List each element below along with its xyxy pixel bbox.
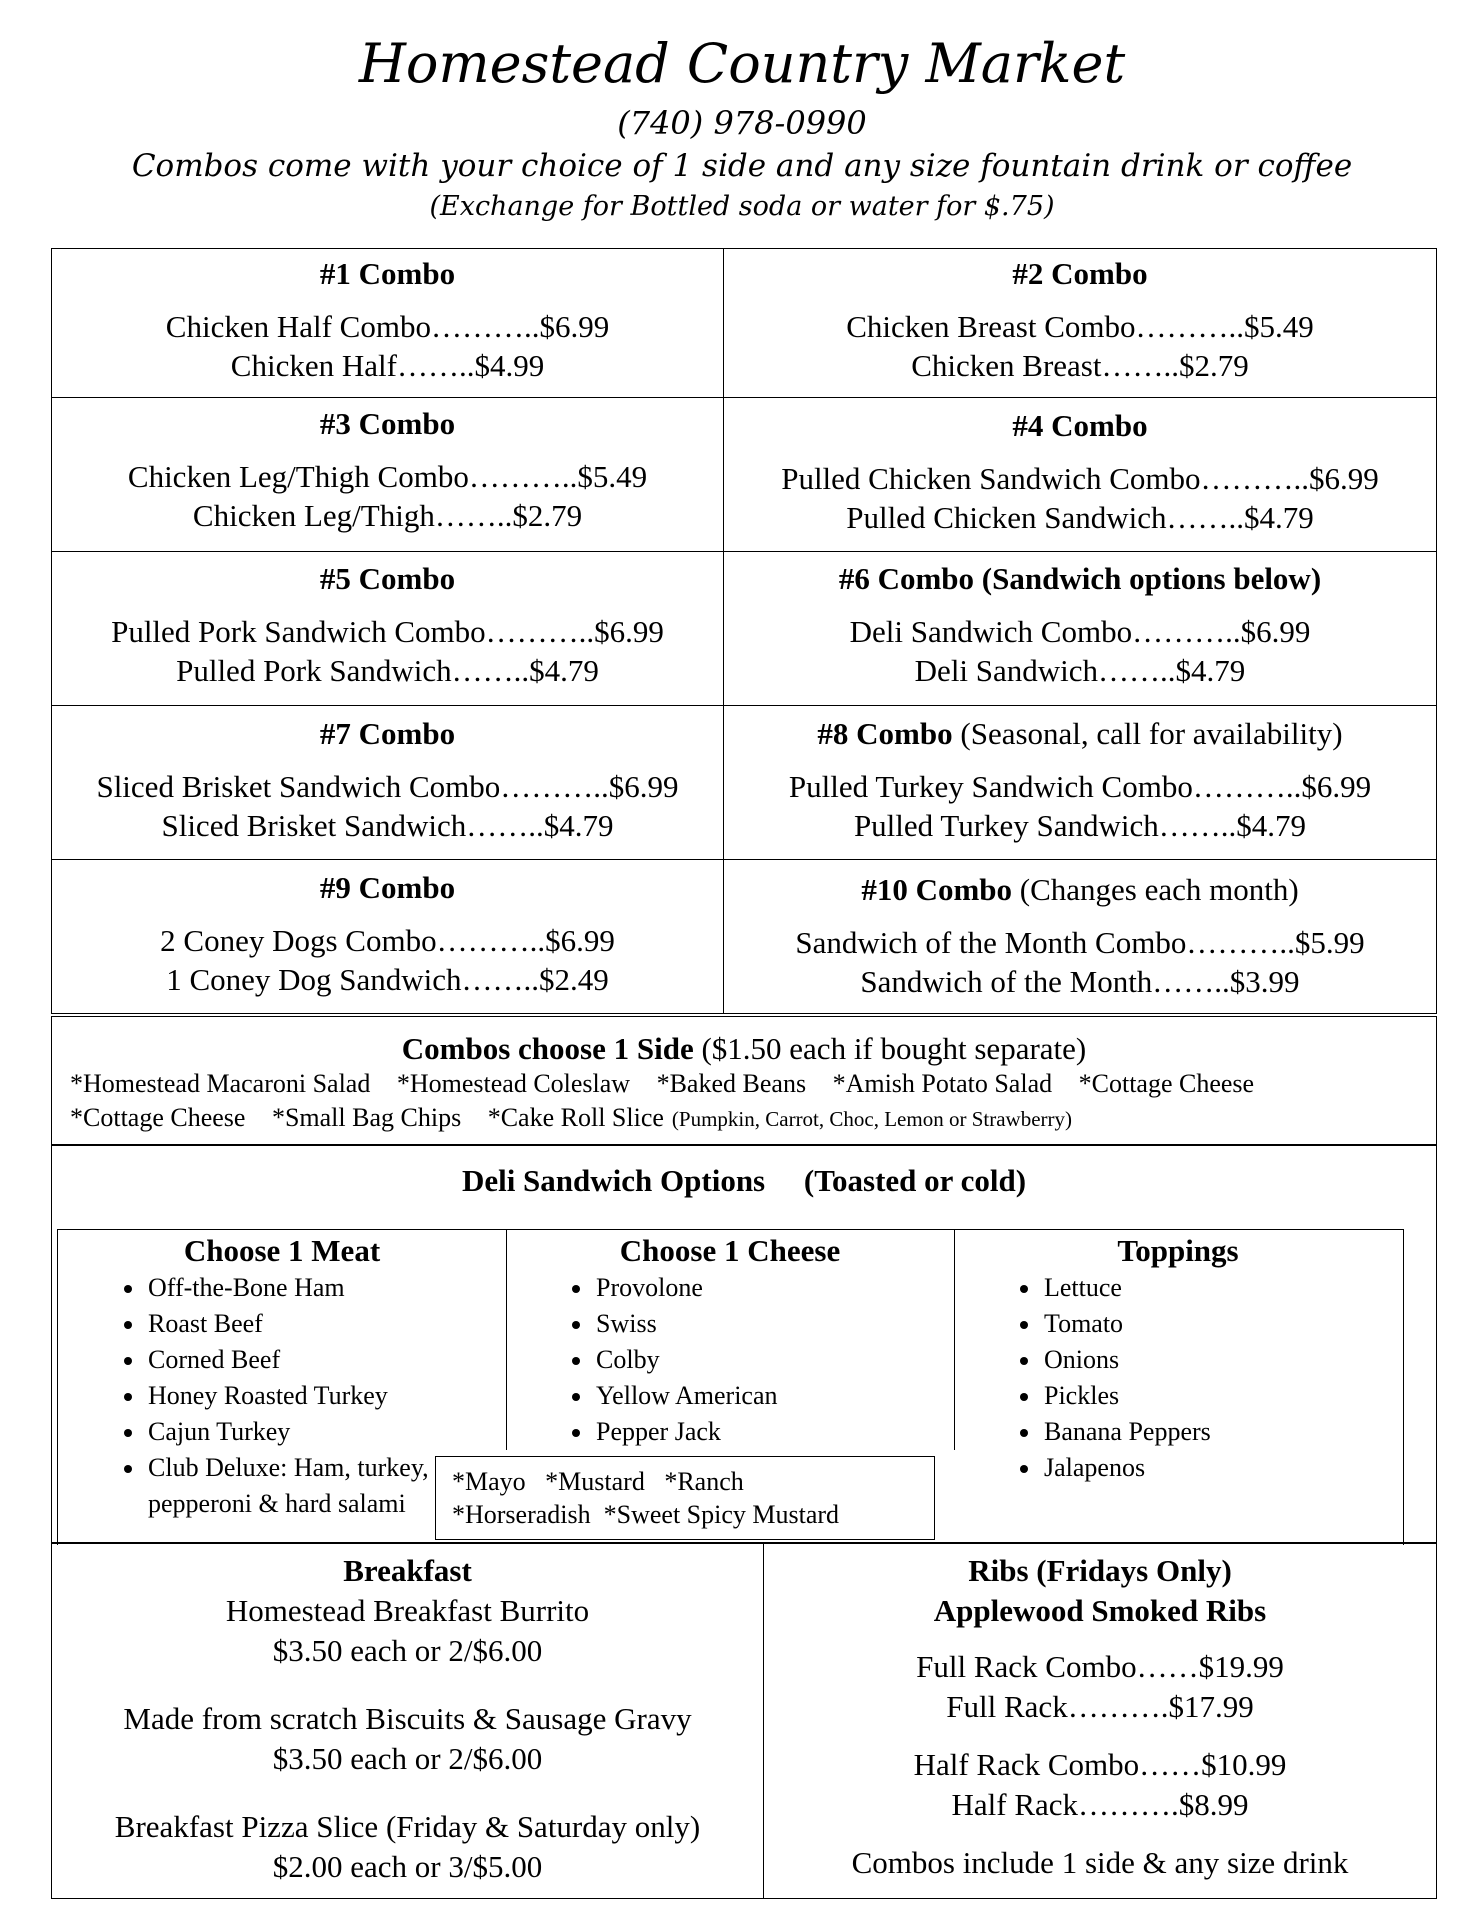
combo-title: #1 Combo [319, 256, 456, 291]
combo-7 [52, 715, 723, 845]
meat-item: • Roast Beef [146, 1306, 506, 1342]
grid-row-divider [52, 397, 1436, 398]
combo-title: #10 Combo (Changes each month) [861, 872, 1299, 907]
combo-item: Sandwich of the Month……..$3.99 [860, 964, 1300, 999]
combo-title: #8 Combo (Seasonal, call for availability) [817, 716, 1343, 751]
combo-6 [724, 560, 1436, 690]
topping-item: • Pickles [1042, 1378, 1402, 1414]
combo-3 [52, 405, 723, 535]
combo-item: Chicken Breast……..$2.79 [911, 348, 1249, 383]
combo-item: Chicken Leg/Thigh……..$2.79 [192, 498, 583, 533]
meat-title: Choose 1 Meat [183, 1233, 381, 1268]
combo-item: Chicken Half……..$4.99 [230, 348, 545, 383]
topping-item: • Jalapenos [1042, 1450, 1402, 1486]
combo-item: Sliced Brisket Sandwich Combo………..$6.99 [96, 769, 679, 804]
side-item: *Small Bag Chips [271, 1103, 462, 1132]
topping-item: • Tomato [1042, 1306, 1402, 1342]
combo-title: #6 Combo (Sandwich options below) [838, 561, 1322, 596]
combo-title: #7 Combo [319, 716, 456, 751]
ribs-item: Half Rack……….$8.99 [951, 1787, 1249, 1822]
combo-10 [724, 871, 1436, 1001]
cheese-item: • Colby [594, 1342, 954, 1378]
topping-item: • Banana Peppers [1042, 1414, 1402, 1450]
topping-item: • Lettuce [1042, 1270, 1402, 1306]
combo-8 [724, 715, 1436, 845]
ribs-item: Full Rack……….$17.99 [946, 1689, 1254, 1724]
combo-item: Sliced Brisket Sandwich……..$4.79 [161, 808, 614, 843]
cheese-item: • Pepper Jack [594, 1414, 954, 1450]
grid-row-divider [52, 705, 1436, 706]
combo-item: Pulled Chicken Sandwich……..$4.79 [846, 500, 1314, 535]
combo-item: Sandwich of the Month Combo………..$5.99 [795, 925, 1365, 960]
meat-column [58, 1230, 506, 1518]
phone-number: (740) 978-0990 [617, 104, 867, 142]
combo-title: #3 Combo [319, 406, 456, 441]
sides-row [70, 1069, 1274, 1099]
cheese-item: • Provolone [594, 1270, 954, 1306]
ribs-item: Half Rack Combo……$10.99 [913, 1747, 1287, 1782]
cheese-item: • Swiss [594, 1306, 954, 1342]
cheese-title: Choose 1 Cheese [619, 1233, 841, 1268]
combo-4 [724, 407, 1436, 537]
side-item: *Cottage Cheese [70, 1103, 246, 1132]
cake-flavors: (Pumpkin, Carrot, Choc, Lemon or Strawberry) [671, 1107, 1072, 1131]
topping-item: • Onions [1042, 1342, 1402, 1378]
sides-section [51, 1016, 1437, 1146]
combo-5 [52, 560, 723, 690]
meat-item: • Off-the-Bone Ham [146, 1270, 506, 1306]
meat-item: • Honey Roasted Turkey [146, 1378, 506, 1414]
combo-title: #5 Combo [319, 561, 456, 596]
breakfast-section [52, 1551, 763, 1887]
combo-item: 1 Coney Dog Sandwich……..$2.49 [166, 962, 609, 997]
sauce-line: *Horseradish *Sweet Spicy Mustard [452, 1500, 840, 1529]
combo-item: Chicken Half Combo………..$6.99 [165, 309, 610, 344]
ribs-note: Combos include 1 side & any size drink [851, 1845, 1349, 1880]
combo-description: Combos come with your choice of 1 side and any size fountain drink or coffee [131, 148, 1353, 184]
combo-9 [52, 869, 723, 999]
exchange-note: (Exchange for Bottled soda or water for $.75) [429, 191, 1055, 222]
combo-title: #4 Combo [1012, 408, 1148, 443]
combo-item: Deli Sandwich Combo………..$6.99 [849, 614, 1311, 649]
side-item: *Baked Beans [656, 1069, 807, 1098]
meat-item: • Corned Beef [146, 1342, 506, 1378]
page-title: Homestead Country Market [358, 32, 1126, 95]
side-item: *Cottage Cheese [1078, 1069, 1255, 1098]
cheese-item: • Yellow American [594, 1378, 954, 1414]
grid-row-divider [52, 551, 1436, 552]
combo-item: Chicken Leg/Thigh Combo………..$5.49 [127, 459, 648, 494]
grid-row-divider [52, 859, 1436, 860]
breakfast-title: Breakfast [343, 1553, 472, 1588]
combo-title: #9 Combo [319, 870, 456, 905]
combo-title: #2 Combo [1012, 256, 1148, 291]
meat-item: • Cajun Turkey [146, 1414, 506, 1450]
toppings-title: Toppings [1117, 1233, 1239, 1268]
combo-item: Chicken Breast Combo………..$5.49 [846, 309, 1314, 344]
sauce-line: *Mayo *Mustard *Ranch [452, 1467, 744, 1496]
ribs-section [764, 1551, 1436, 1883]
bottom-section [51, 1542, 1437, 1899]
breakfast-item: Homestead Breakfast Burrito [225, 1593, 590, 1628]
side-item: *Homestead Macaroni Salad [70, 1069, 371, 1098]
combo-item: Pulled Turkey Sandwich……..$4.79 [853, 808, 1307, 843]
toppings-column [954, 1230, 1402, 1482]
breakfast-item: Breakfast Pizza Slice (Friday & Saturday only) [114, 1809, 701, 1844]
combo-item: Deli Sandwich……..$4.79 [914, 653, 1246, 688]
combo-2 [724, 255, 1436, 385]
combo-item: 2 Coney Dogs Combo………..$6.99 [160, 923, 615, 958]
ribs-item: Full Rack Combo……$19.99 [916, 1649, 1284, 1684]
meat-item: • Club Deluxe: Ham, turkey, pepperoni & hard salami [146, 1450, 506, 1522]
deli-title: Deli Sandwich Options (Toasted or cold) [461, 1163, 1027, 1198]
combo-item: Pulled Turkey Sandwich Combo………..$6.99 [788, 769, 1372, 804]
side-item: *Amish Potato Salad [832, 1069, 1053, 1098]
combo-item: Pulled Pork Sandwich……..$4.79 [176, 653, 599, 688]
breakfast-price: $2.00 each or 3/$5.00 [272, 1849, 543, 1884]
ribs-title: Ribs (Fridays Only) [968, 1553, 1232, 1588]
combo-item: Pulled Chicken Sandwich Combo………..$6.99 [781, 461, 1379, 496]
breakfast-price: $3.50 each or 2/$6.00 [272, 1741, 543, 1776]
ribs-subtitle: Applewood Smoked Ribs [933, 1593, 1267, 1628]
sides-title: Combos choose 1 Side ($1.50 each if bought separate) [401, 1031, 1087, 1066]
side-item: *Cake Roll Slice [487, 1103, 664, 1132]
combo-1 [52, 255, 723, 385]
sauce-options [435, 1456, 935, 1540]
combo-item: Pulled Pork Sandwich Combo………..$6.99 [111, 614, 664, 649]
sides-row [70, 1103, 1092, 1133]
side-item: *Homestead Coleslaw [396, 1069, 631, 1098]
toppings-list [954, 1270, 1402, 1486]
cheese-column [506, 1230, 954, 1448]
cheese-list [506, 1270, 954, 1450]
breakfast-item: Made from scratch Biscuits & Sausage Gravy [123, 1701, 692, 1736]
combos-grid [51, 248, 1437, 1014]
breakfast-price: $3.50 each or 2/$6.00 [272, 1633, 543, 1668]
